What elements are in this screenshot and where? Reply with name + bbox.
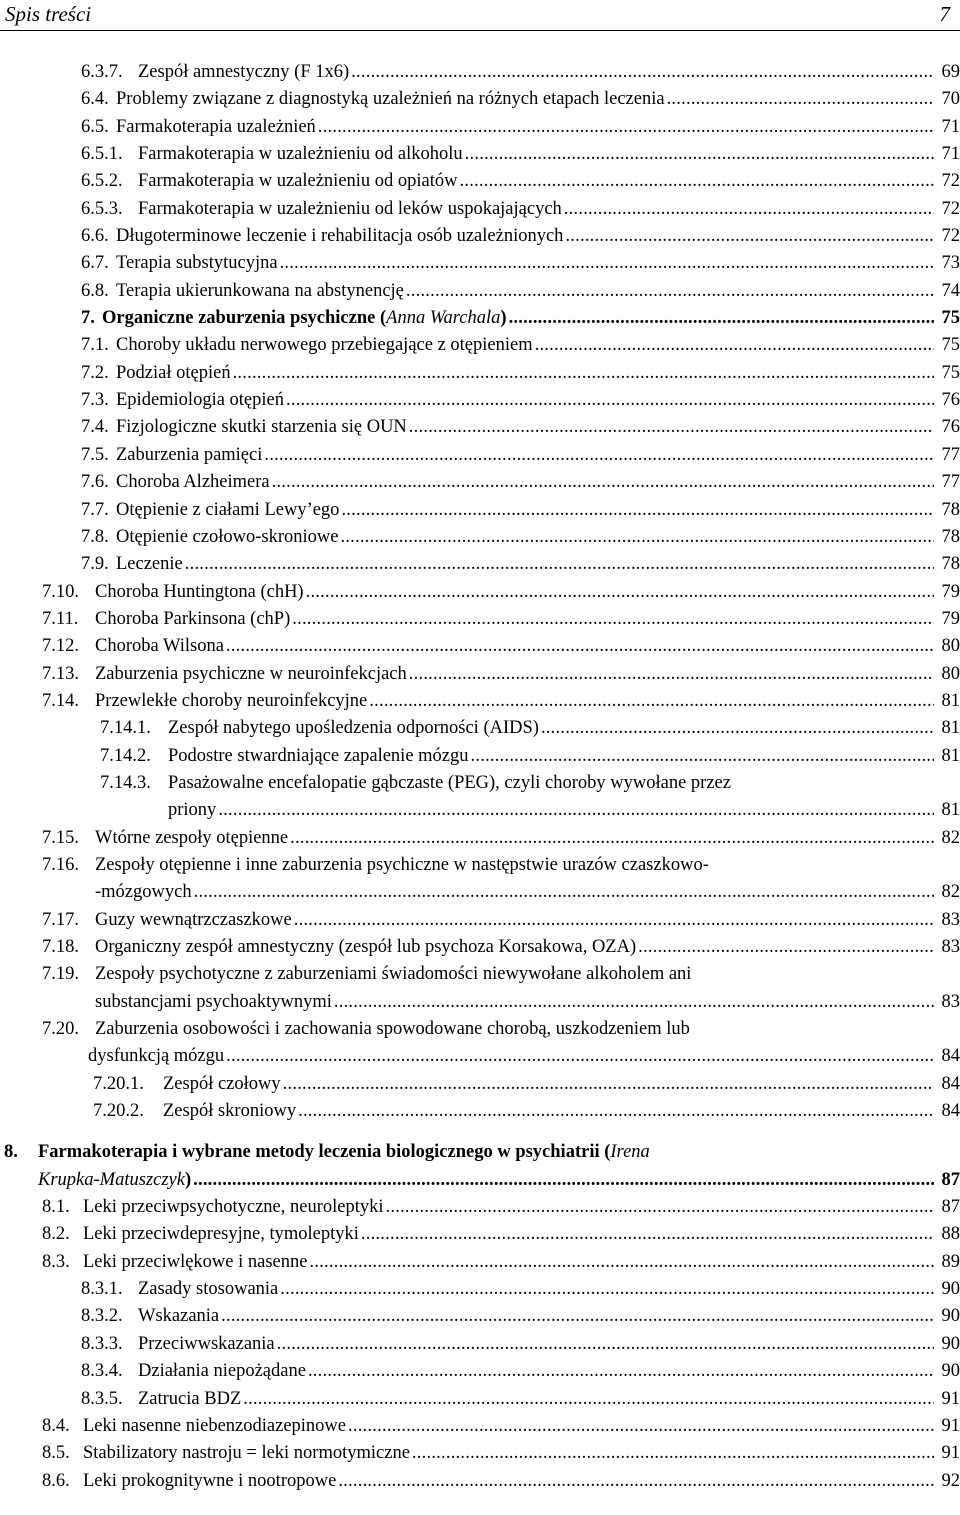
toc-entry[interactable]: 8.6. Leki prokognitywne i nootropowe . . . 92 [0, 1468, 960, 1495]
toc-entry[interactable]: 7.16. Zespoły otępienne i inne zaburzenia psychiczne w następstwie urazów czaszkowo- -mózgowych . . . 82 [0, 852, 960, 907]
toc-entry[interactable]: 7.15. Wtórne zespoły otępienne . . . 82 [0, 825, 960, 852]
toc-entry[interactable]: 8.3. Leki przeciwlękowe i nasenne . . . 89 [0, 1249, 960, 1276]
toc-entry[interactable]: 7.19. Zespoły psychotyczne z zaburzeniami świadomości niewywołane alkoholem ani substancjami psychoaktywnymi . . . 83 [0, 961, 960, 1016]
toc-entry[interactable]: 8.3.1. Zasady stosowania . . . 90 [0, 1276, 960, 1303]
running-header [0, 0, 960, 28]
toc-entry[interactable]: 6.4. Problemy związane z diagnostyką uzależnień na różnych etapach leczenia . . . 70 [0, 86, 960, 113]
toc-entry[interactable]: 7.13. Zaburzenia psychiczne w neuroinfekcjach . . . 80 [0, 661, 960, 688]
chapter-author: Krupka-Matuszczyk [38, 1169, 185, 1190]
toc-entry[interactable]: 6.5.1. Farmakoterapia w uzależnieniu od alkoholu . . . 71 [0, 141, 960, 168]
toc-entry[interactable]: 6.8. Terapia ukierunkowana na abstynencję . . . 74 [0, 278, 960, 305]
toc-entry[interactable]: 7.17. Guzy wewnątrzczaszkowe . . . 83 [0, 907, 960, 934]
toc-chapter-entry[interactable]: 8. Farmakoterapia i wybrane metody leczenia biologicznego w psychiatrii (Irena Krupka-Matuszczyk) . . . 87 [0, 1139, 960, 1194]
toc-entry[interactable]: 6.5. Farmakoterapia uzależnień . . . 71 [0, 114, 960, 141]
toc-entry[interactable]: 7.3. Epidemiologia otępień . . . 76 [0, 387, 960, 414]
chapter-author: Irena [610, 1142, 650, 1163]
toc-entry[interactable]: 7.7. Otępienie z ciałami Lewy’ego . . . 78 [0, 497, 960, 524]
toc-entry[interactable]: 7.14. Przewlekłe choroby neuroinfekcyjne . . . 81 [0, 688, 960, 715]
toc-entry[interactable]: 7.8. Otępienie czołowo-skroniowe . . . 78 [0, 524, 960, 551]
toc-entry[interactable]: 7.20.2. Zespół skroniowy . . . 84 [0, 1098, 960, 1125]
toc-entry[interactable]: 8.3.2. Wskazania . . . 90 [0, 1303, 960, 1330]
toc-entry[interactable]: 6.7. Terapia substytucyjna . . . 73 [0, 250, 960, 277]
toc-entry[interactable]: 7.14.1. Zespół nabytego upośledzenia odporności (AIDS) . . . 81 [0, 715, 960, 742]
toc-entry[interactable]: 6.6. Długoterminowe leczenie i rehabilitacja osób uzależnionych . . . 72 [0, 223, 960, 250]
toc-entry[interactable]: 8.1. Leki przeciwpsychotyczne, neuroleptyki . . . 87 [0, 1194, 960, 1221]
chapter-author: Anna Warchala [386, 308, 501, 329]
toc-entry[interactable]: 6.5.3. Farmakoterapia w uzależnieniu od leków uspokajających . . . 72 [0, 196, 960, 223]
toc-entry[interactable]: 7.10. Choroba Huntingtona (chH) . . . 79 [0, 579, 960, 606]
toc-entry[interactable]: 8.3.5. Zatrucia BDZ . . . 91 [0, 1386, 960, 1413]
chapter-title: Farmakoterapia i wybrane metody leczenia biologicznego w psychiatrii ( [38, 1142, 611, 1163]
toc-entry[interactable]: 7.11. Choroba Parkinsona (chP) . . . 79 [0, 606, 960, 633]
toc-entry[interactable]: 8.3.4. Działania niepożądane . . . 90 [0, 1358, 960, 1385]
chapter-title: Organiczne zaburzenia psychiczne ( [102, 308, 387, 329]
toc-chapter-entry[interactable]: 7. Organiczne zaburzenia psychiczne (Anna Warchala) . . . 75 [0, 305, 960, 332]
toc-entry[interactable]: 6.5.2. Farmakoterapia w uzależnieniu od opiatów . . . 72 [0, 168, 960, 195]
toc-entry[interactable]: 7.2. Podział otępień . . . 75 [0, 360, 960, 387]
chapter-title-end: ) [184, 1169, 192, 1190]
toc-entry[interactable]: 7.14.2. Podostre stwardniające zapalenie mózgu . . . 81 [0, 743, 960, 770]
header-rule [0, 30, 960, 31]
chapter-title-end: ) [500, 308, 507, 329]
toc-entry[interactable]: 8.2. Leki przeciwdepresyjne, tymoleptyki . . . 88 [0, 1221, 960, 1248]
toc-entry[interactable]: 7.4. Fizjologiczne skutki starzenia się OUN . . . 76 [0, 414, 960, 441]
toc-entry[interactable]: 7.5. Zaburzenia pamięci . . . 77 [0, 442, 960, 469]
toc-entry[interactable]: 6.3.7. Zespół amnestyczny (F 1x6) . . . 69 [0, 59, 960, 86]
toc-entry[interactable]: 8.3.3. Przeciwwskazania . . . 90 [0, 1331, 960, 1358]
toc-entry[interactable]: 7.20. Zaburzenia osobowości i zachowania spowodowane chorobą, uszkodzeniem lub dysfunkcją mózgu . . . 84 [0, 1016, 960, 1071]
toc-entry[interactable]: 7.6. Choroba Alzheimera . . . 77 [0, 469, 960, 496]
toc-entry[interactable]: 7.20.1. Zespół czołowy . . . 84 [0, 1071, 960, 1098]
toc-entry[interactable]: 7.9. Leczenie . . . 78 [0, 551, 960, 578]
toc-entry[interactable]: 7.18. Organiczny zespół amnestyczny (zespół lub psychoza Korsakowa, OZA) . . . 83 [0, 934, 960, 961]
chapter-gap [0, 1125, 960, 1139]
toc-entry[interactable]: 8.5. Stabilizatory nastroju = leki normotymiczne . . . 91 [0, 1440, 960, 1467]
toc-entry[interactable]: 8.4. Leki nasenne niebenzodiazepinowe . . . 91 [0, 1413, 960, 1440]
toc-entry[interactable]: 7.14.3. Pasażowalne encefalopatie gąbczaste (PEG), czyli choroby wywołane przez priony . . . 81 [0, 770, 960, 825]
header-page-number: 7 [939, 2, 950, 26]
table-of-contents [0, 59, 960, 1495]
toc-entry[interactable]: 7.1. Choroby układu nerwowego przebiegające z otępieniem . . . 75 [0, 332, 960, 359]
header-title: Spis treści [5, 2, 92, 26]
toc-entry[interactable]: 7.12. Choroba Wilsona . . . 80 [0, 633, 960, 660]
